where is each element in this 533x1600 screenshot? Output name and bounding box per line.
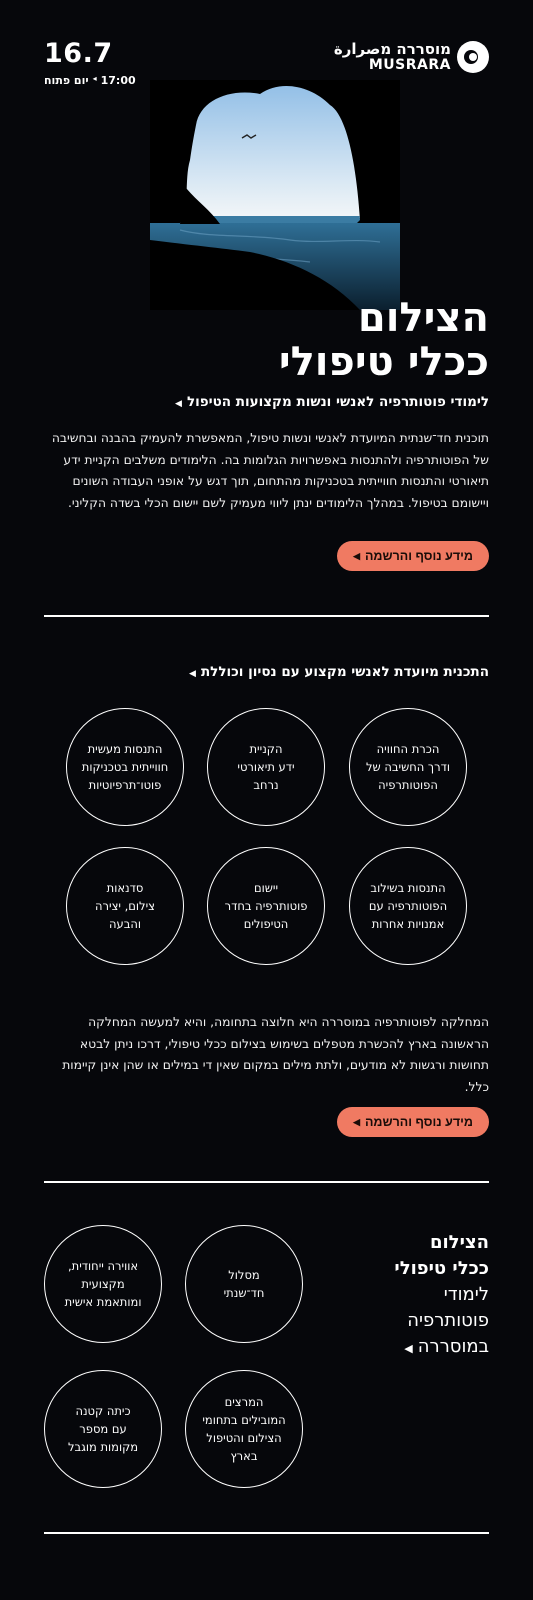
event-date: 16.7 (44, 38, 113, 69)
musrara-logo-icon (457, 41, 489, 73)
program-circle-item: הכרת החוויה ודרך החשיבה של הפוטותרפיה (349, 708, 467, 826)
hero-subtitle: לימודי פוטותרפיה לאנשי ונשות מקצועות הטיפול◀ (175, 394, 489, 410)
open-day-line (44, 74, 136, 87)
section-divider (44, 1532, 489, 1534)
summary-circle-item: כיתה קטנה עם מספר מקומות מוגבל (44, 1370, 162, 1488)
logo-latin-text: MUSRARA (368, 57, 451, 73)
open-day-time: 17:00 (100, 74, 136, 87)
section-divider (44, 615, 489, 617)
summary-title-bold-1: הצילום (429, 1232, 489, 1253)
musrara-logo[interactable] (334, 41, 489, 73)
triangle-left-icon: ◀ (175, 399, 182, 409)
triangle-left-icon: ◀ (404, 1342, 413, 1355)
program-circle-item: התנסות מעשית חווייתית בטכניקות פוטו־תרפיוטיות (66, 708, 184, 826)
summary-circle-item: אווירה ייחודית, מקצועית ומותאמת אישית (44, 1225, 162, 1343)
event-date-block (44, 38, 136, 87)
sea-cave-photo (150, 80, 400, 310)
program-circle-item: יישום פוטותרפיה בחדר הטיפולים (207, 847, 325, 965)
hero-title-line-2: ככלי טיפולי (278, 339, 489, 385)
summary-title-reg-2: פוטותרפיה (407, 1310, 489, 1331)
department-paragraph: המחלקה לפוטותרפיה במוסררה היא חלוצה בתחומה, והיא למעשה המחלקה הראשונה בארץ להכשרת מטפלים בשימוש בצילום ככלי טיפולי, דרכו ניתן לבטא תחושות ורגשות לא מודעים, ולתת מילים במקום שאין די במילים או שהן אינן קיימות כלל. (62, 1015, 489, 1094)
summary-circle-item: מסלול חד־שנתי (185, 1225, 303, 1343)
summary-title-bold-2: ככלי טיפולי (394, 1258, 489, 1279)
open-day-label: יום פתוח (44, 74, 89, 87)
program-circle-item: הקניית ידע תיאורטי נרחב (207, 708, 325, 826)
more-info-register-button[interactable]: מידע נוסף והרשמה ◀ (337, 1107, 489, 1137)
program-circle-item: סדנאות צילום, יצירה והבעה (66, 847, 184, 965)
triangle-left-icon: ◀ (353, 1116, 360, 1127)
summary-title (369, 1230, 489, 1362)
hero-paragraph: תוכנית חד־שנתית המיועדת לאנשי ונשות טיפול, המאפשרת להעמיק בהבנה ובחשיבה של הפוטותרפיה ולהתנסות באפשרויות הגלומות בה. הלימודים משלבים הקניית ידע תיאורטי והתנסות חווייתית בטכניקות מהתחום, תוך דגש על אופני העבודה השונים ויישומם בטיפול. במהלך הלימודים ינתן ליווי מעמיק לשם יישום הכלי בשדה הקליני. (51, 431, 489, 510)
triangle-left-icon: ◂ (92, 74, 97, 83)
logo-hebrew-text: מוסררה מصرارة (333, 40, 451, 58)
summary-title-reg-3: במוסררה◀ (369, 1334, 489, 1362)
more-info-register-button[interactable]: מידע נוסף והרשמה ◀ (337, 541, 489, 571)
hero-title (109, 296, 489, 384)
triangle-left-icon: ◀ (189, 669, 196, 679)
hero-title-line-1: הצילום (357, 295, 489, 341)
summary-circle-item: המרצים המובילים בתחומי הצילום והטיפול בארץ (185, 1370, 303, 1488)
summary-title-reg-1: לימודי (443, 1284, 489, 1305)
program-heading: התכנית מיועדת לאנשי מקצוע עם נסיון וכוללת◀ (189, 664, 489, 680)
section-divider (44, 1181, 489, 1183)
program-circle-item: התנסות בשילוב הפוטותרפיה עם אמנויות אחרות (349, 847, 467, 965)
triangle-left-icon: ◀ (353, 550, 360, 561)
